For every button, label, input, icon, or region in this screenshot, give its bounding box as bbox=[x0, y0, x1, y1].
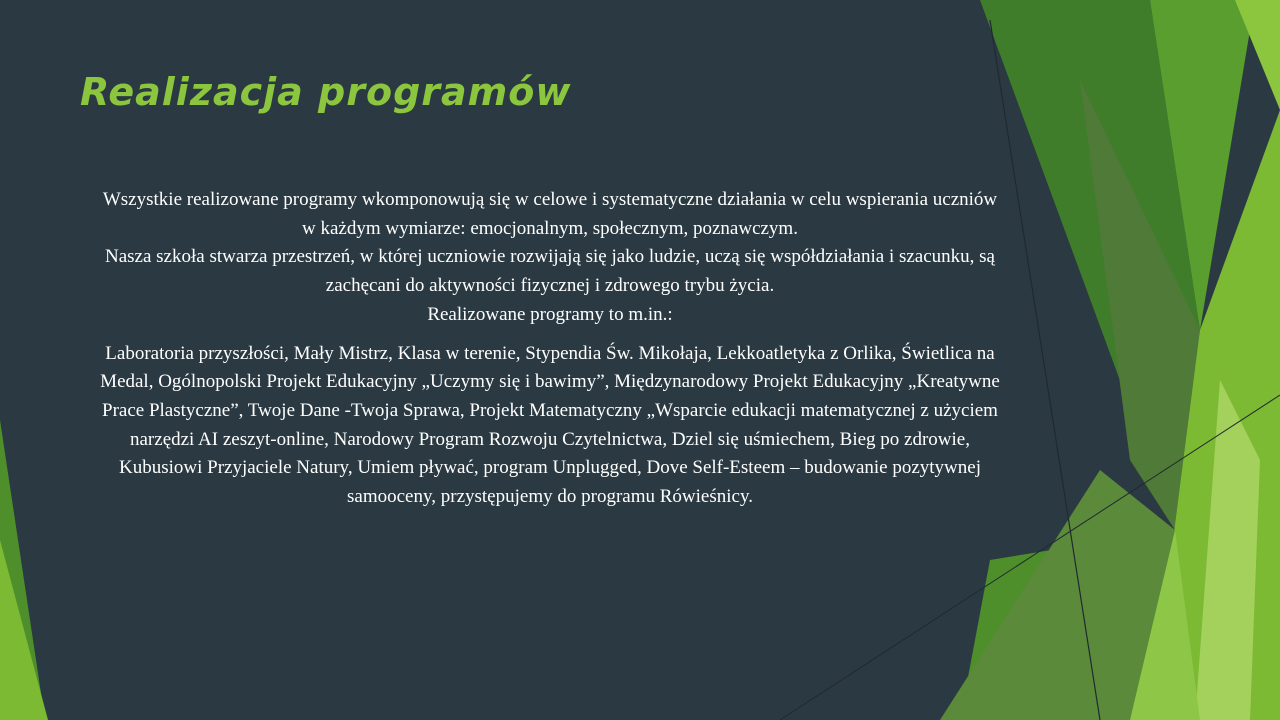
intro-paragraph: Wszystkie realizowane programy wkomponowują się w celowe i systematyczne działania w celu wspierania uczniów w każdym wymiarze: emocjonalnym, społecznym, poznawczym. bbox=[102, 189, 998, 239]
slide-title: Realizacja programów bbox=[80, 70, 572, 114]
school-statement: Nasza szkoła stwarza przestrzeń, w której uczniowie rozwijają się jako ludzie, uczą się współdziałania i szacunku, są zachęcani do aktywności fizycznej i zdrowego trybu życia. bbox=[105, 246, 995, 297]
programs-list: Laboratoria przyszłości, Mały Mistrz, Klasa w terenie, Stypendia Św. Mikołaja, Lekkoatletyka z Orlika, Świetlica na Medal, Ogólnopolski Projekt Edukacyjny „Uczymy się i bawimy”, Międzynarodowy Projekt Edukacyjny „Kreatywne Prace Plastyczne”, Twoje Dane -Twoja Sprawa, Projekt Matematyczny „Wsparcie edukacji matematycznej z użyciem narzędzi AI zeszyt-online, Narodowy Program Rozwoju Czytelnictwa, Dziel się uśmiechem, Bieg po zdrowie, Kubusiowi Przyjaciele Natury, Umiem pływać, program Unplugged, Dove Self-Esteem – budowanie pozytywnej samooceny, przystępujemy do programu Rówieśnicy. bbox=[100, 342, 1000, 508]
slide-body bbox=[100, 186, 1000, 512]
left-facet-light bbox=[0, 540, 48, 720]
programs-heading: Realizowane programy to m.in.: bbox=[427, 303, 673, 325]
